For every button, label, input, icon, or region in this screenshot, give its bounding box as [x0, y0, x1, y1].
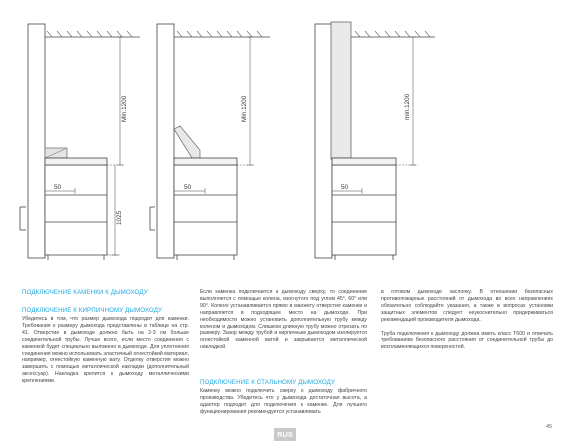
- diagram-brick-top-connection: [150, 24, 270, 260]
- dim-min1200-label-3: min.1200: [404, 93, 411, 120]
- dim-50-label-2: 50: [184, 184, 192, 191]
- paragraph-brick-chimney: Убедитесь в том, что размер дымохода подходит для каменки. Требования к размеру дымохода представлены в таблице на стр. 41. Отверстие в дымоходе должно быть на 2-3 см больше соединительной трубы. Лучше всего, если место соединения с каменкой будет специально выложено в дымоходе. Для уплотнения соединения можно использовать эластичный огнестойкий материал, например, огнестойкую каменную вату. Отделку отверстия можно завершить с помощью металлической накладки (дополнительный аксессуар). Накладка крепится к дымоходу металлическими креплениями.: [22, 316, 189, 385]
- dim-1025-label: 1025: [116, 210, 123, 225]
- column-middle-lower: [200, 388, 367, 416]
- dim-min1200-label-2: Min.1200: [241, 95, 248, 122]
- paragraph-top-connection: Если каменка подключается к дымоходу сверху, то соединение выполняется с помощью колена, изогнутого под углом 45°, 60° или 90°. Колено устанавливается прямо в манжету отверстия каменки и направляется в подходящее место на дымоходе. При необходимости можно установить дополнительную трубу между коленом и дымоходом. Слишком длинную трубу можно отрезать по размеру. Зазор между трубой и кирпичным дымоходом изолируется огнестойкой каменной ватой и закрывается металлической накладкой.: [200, 289, 367, 351]
- column-middle: [200, 289, 367, 351]
- dim-50-label-1: 50: [54, 184, 62, 191]
- column-left: [22, 316, 189, 385]
- column-right: [381, 289, 553, 351]
- dim-min1200-label-1: Min.1200: [121, 95, 128, 122]
- subheading-brick-chimney: ПОДКЛЮЧЕНИЕ К КИРПИЧНОМУ ДЫМОХОДУ: [22, 307, 163, 314]
- subheading-steel-chimney: ПОДКЛЮЧЕНИЕ К СТАЛЬНОМУ ДЫМОХОДУ: [200, 379, 336, 386]
- language-badge: RUS: [274, 428, 296, 441]
- paragraph-pipe-class: Труба подключения к дымоходу должна иметь класс Т600 и отвечать требованиям безопасного расстояния от соединительной трубы до воспламеняющихся поверхностей.: [381, 330, 553, 351]
- page-number: 45: [546, 424, 553, 430]
- paragraph-steel-chimney: Каменку можно подключить сверху к дымоходу фабричного производства. Убедитесь что у дымохода достаточная высота, а адаптер подходит для подключения к каменке. Для лучшего функционирования рекомендуется устанавливать: [200, 388, 367, 415]
- section-heading-brick-connection: ПОДКЛЮЧЕНИЕ КАМЕНКИ К ДЫМОХОДУ: [22, 289, 148, 296]
- paragraph-damper-safety: в готовом дымоходе заслонку. В отношении безопасных противопожарных расстояний от дымохода во всех направлениях обязательно соблюдайте указания, а также в вопросах установки защитных элементов следует неукоснительно придерживаться рекомендаций производителя дымохода.: [381, 289, 553, 323]
- diagram-steel-chimney-connection: [315, 22, 435, 260]
- dim-50-label-3: 50: [341, 184, 349, 191]
